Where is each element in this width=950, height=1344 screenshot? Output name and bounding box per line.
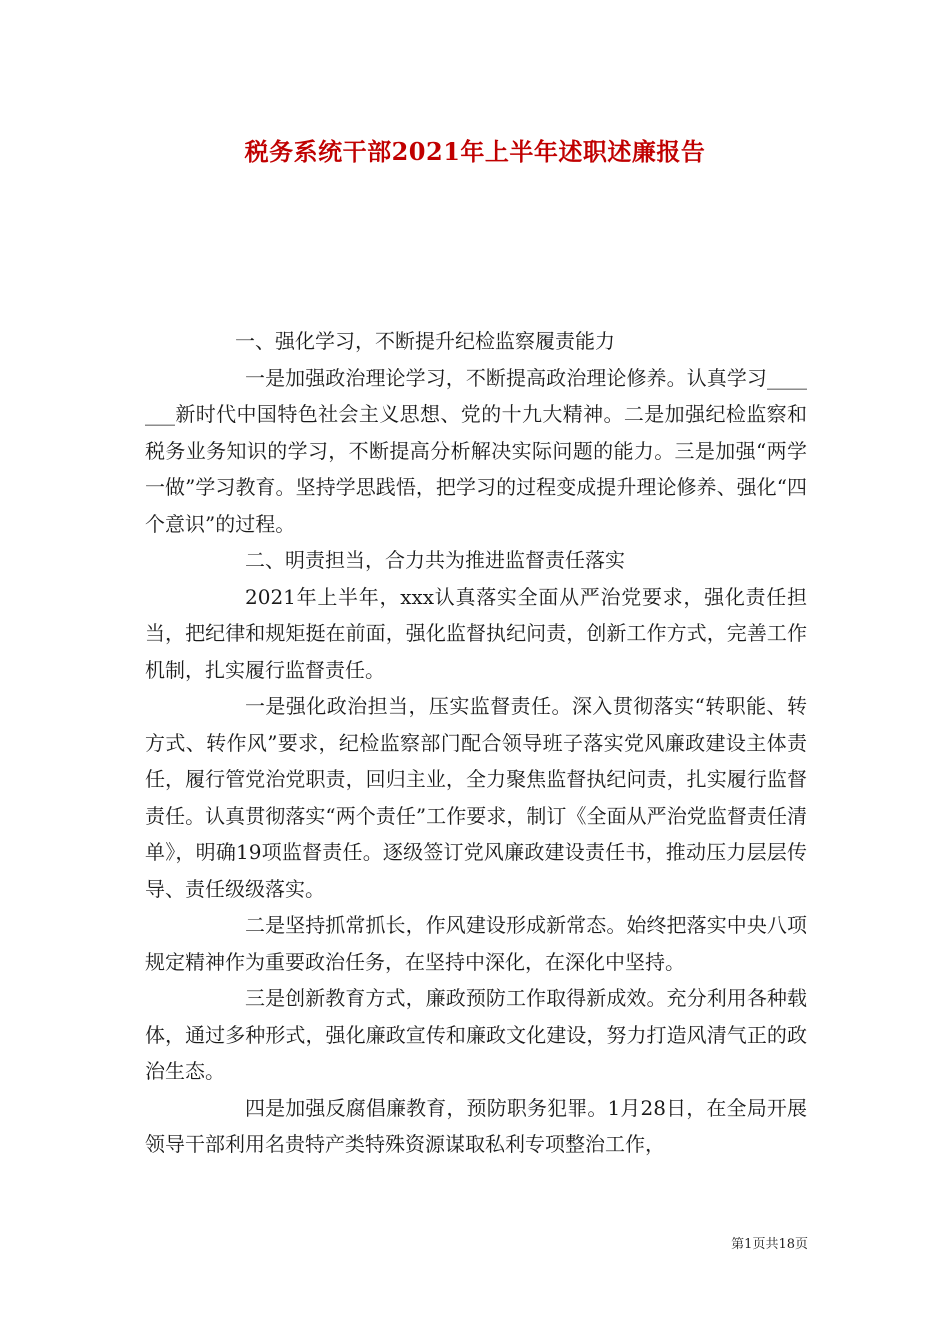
document-body xyxy=(145,323,807,1163)
paragraph: 三是创新教育方式，廉政预防工作取得新成效。充分利用各种载体，通过多种形式，强化廉政宣传和廉政文化建设，努力打造风清气正的政治生态。 xyxy=(145,986,807,1083)
paragraph: 四是加强反腐倡廉教育，预防职务犯罪。1月28日，在全局开展领导干部利用名贵特产类特殊资源谋取私利专项整治工作， xyxy=(145,1095,807,1156)
paragraph: 二是坚持抓常抓长，作风建设形成新常态。始终把落实中央八项规定精神作为重要政治任务，在坚持中深化，在深化中坚持。 xyxy=(145,913,807,974)
paragraph: 2021年上半年，xxx认真落实全面从严治党要求，强化责任担当，把纪律和规矩挺在前面，强化监督执纪问责，创新工作方式，完善工作机制，扎实履行监督责任。 xyxy=(145,584,807,682)
section-heading: 一、强化学习，不断提升纪检监察履责能力 xyxy=(235,329,615,353)
paragraph: 一是强化政治担当，压实监督责任。深入贯彻落实“转职能、转方式、转作风”要求，纪检监察部门配合领导班子落实党风廉政建设主体责任，履行管党治党职责，回归主业，全力聚焦监督执纪问责，扎实履行监督责任。认真贯彻落实“两个责任”工作要求，制订《全面从严治党监督责任清单》，明确19项监督责任。逐级签订党风廉政建设责任书，推动压力层层传导、责任级级落实。 xyxy=(145,694,807,901)
section-heading: 二、明责担当，合力共为推进监督责任落实 xyxy=(245,548,625,572)
paragraph: 一是加强政治理论学习，不断提高政治理论修养。认真学习_______新时代中国特色社会主义思想、党的十九大精神。二是加强纪检监察和税务业务知识的学习，不断提高分析解决实际问题的能力。三是加强“两学一做”学习教育。坚持学思践悟，把学习的过程变成提升理论修养、强化“四个意识”的过程。 xyxy=(145,365,807,536)
document-title: 税务系统干部2021年上半年述职述廉报告 xyxy=(244,137,706,166)
page-number-footer: 第1页共18页 xyxy=(731,1237,808,1252)
